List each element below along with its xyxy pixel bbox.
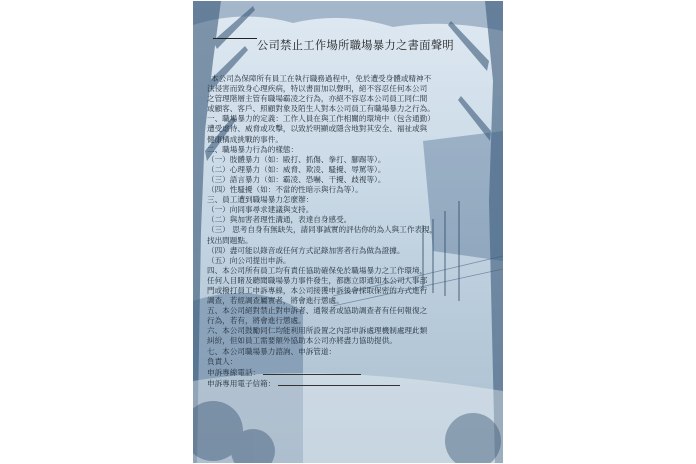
- body-line: （一）向同事尋求建議與支持。: [207, 205, 314, 215]
- hotline-row: [207, 367, 493, 378]
- contact-person-label: 負責人：: [207, 356, 238, 366]
- body-line: （三） 思考自身有無缺失，請同事誠實的評估你的為人與工作表現，: [207, 225, 438, 235]
- body-line: 四、本公司所有員工均有責任協助確保免於職場暴力之工作環境，: [207, 265, 428, 275]
- body-line: 健康構成挑戰的事件。: [207, 134, 283, 144]
- hotline-label: 申訴專線電話：: [207, 367, 261, 377]
- email-row: [207, 378, 493, 389]
- body-line: （二）心理暴力（如：威脅、欺凌、騷擾、辱罵等）。: [207, 164, 386, 174]
- email-label: 申訴專用電子信箱：: [207, 378, 276, 388]
- body-line: 六、本公司鼓勵同仁均能利用所設置之內部申訴處理機制處理此類: [207, 326, 428, 336]
- body-line: （四）性騷擾（如：不當的性暗示與行為等）。: [207, 185, 363, 195]
- body-line: 遭受虐待、威脅或攻擊，以致於明顯或隱含地對其安全、福祉或與: [207, 124, 428, 134]
- body-line: 本公司為保障所有員工在執行職務過程中，免於遭受身體或精神不: [211, 74, 432, 83]
- body-line: 找出問題點。: [207, 235, 253, 245]
- body-line: （一）肢體暴力（如：毆打、抓傷、拳打、腳踢等）。: [207, 154, 386, 164]
- email-blank: [278, 378, 400, 386]
- body-line: 三、員工遭到職場暴力怎麼辦：: [207, 195, 314, 205]
- body-line: 七、本公司職場暴力諮詢、申訴管道：: [207, 346, 337, 356]
- body-line: 一、職場暴力的定義：工作人員在與工作相關的環境中（包含通勤）: [207, 114, 435, 124]
- body-line: 二、職場暴力行為的樣態：: [207, 144, 299, 154]
- body-line: 糾紛，但如員工需要額外協助本公司亦將盡力協助提供。: [207, 336, 397, 346]
- body-line: 行為，若有，將會進行懲處。: [207, 316, 306, 326]
- body-line: （五）向公司提出申訴。: [207, 255, 291, 265]
- body-line: 五、本公司絕對禁止對申訴者、通報者或協助調查者有任何報復之: [207, 306, 428, 316]
- document-title: 公司禁止工作場所職場暴力之書面聲明: [257, 39, 454, 52]
- body-line: 法侵害而致身心理疾病，特以書面加以聲明，絕不容忍任何本公司: [207, 84, 428, 94]
- body-line: （四）盡可能以錄音或任何方式記錄加害者行為做為證據。: [207, 245, 405, 255]
- body-line: （二）與加害者理性溝通，表達自身感受。: [207, 215, 352, 225]
- body-line: 或顧客、客戶、照顧對象及陌生人對本公司員工有職場暴力之行為。: [207, 104, 435, 114]
- statement-poster: [193, 1, 503, 463]
- body-line: 任何人目睹及聽聞職場暴力事件發生，都應立即通知本公司人事部: [207, 275, 428, 285]
- body-line: 門或撥打員工申訴專線，本公司接獲申訴後會採取保密的方式進行: [207, 285, 428, 295]
- body-line: 之管理階層主管有職場霸凌之行為，亦絕不容忍本公司員工同仁間: [207, 94, 428, 104]
- hotline-blank: [263, 367, 361, 375]
- body-line: （三）語言暴力（如：霸凌、恐嚇、干擾、歧視等）。: [207, 174, 386, 184]
- body-line: 調查，若經調查屬實者，將會進行懲處。: [207, 296, 344, 306]
- title-underline: [213, 38, 257, 39]
- statement-body: [207, 74, 493, 389]
- contact-person-row: [207, 357, 493, 367]
